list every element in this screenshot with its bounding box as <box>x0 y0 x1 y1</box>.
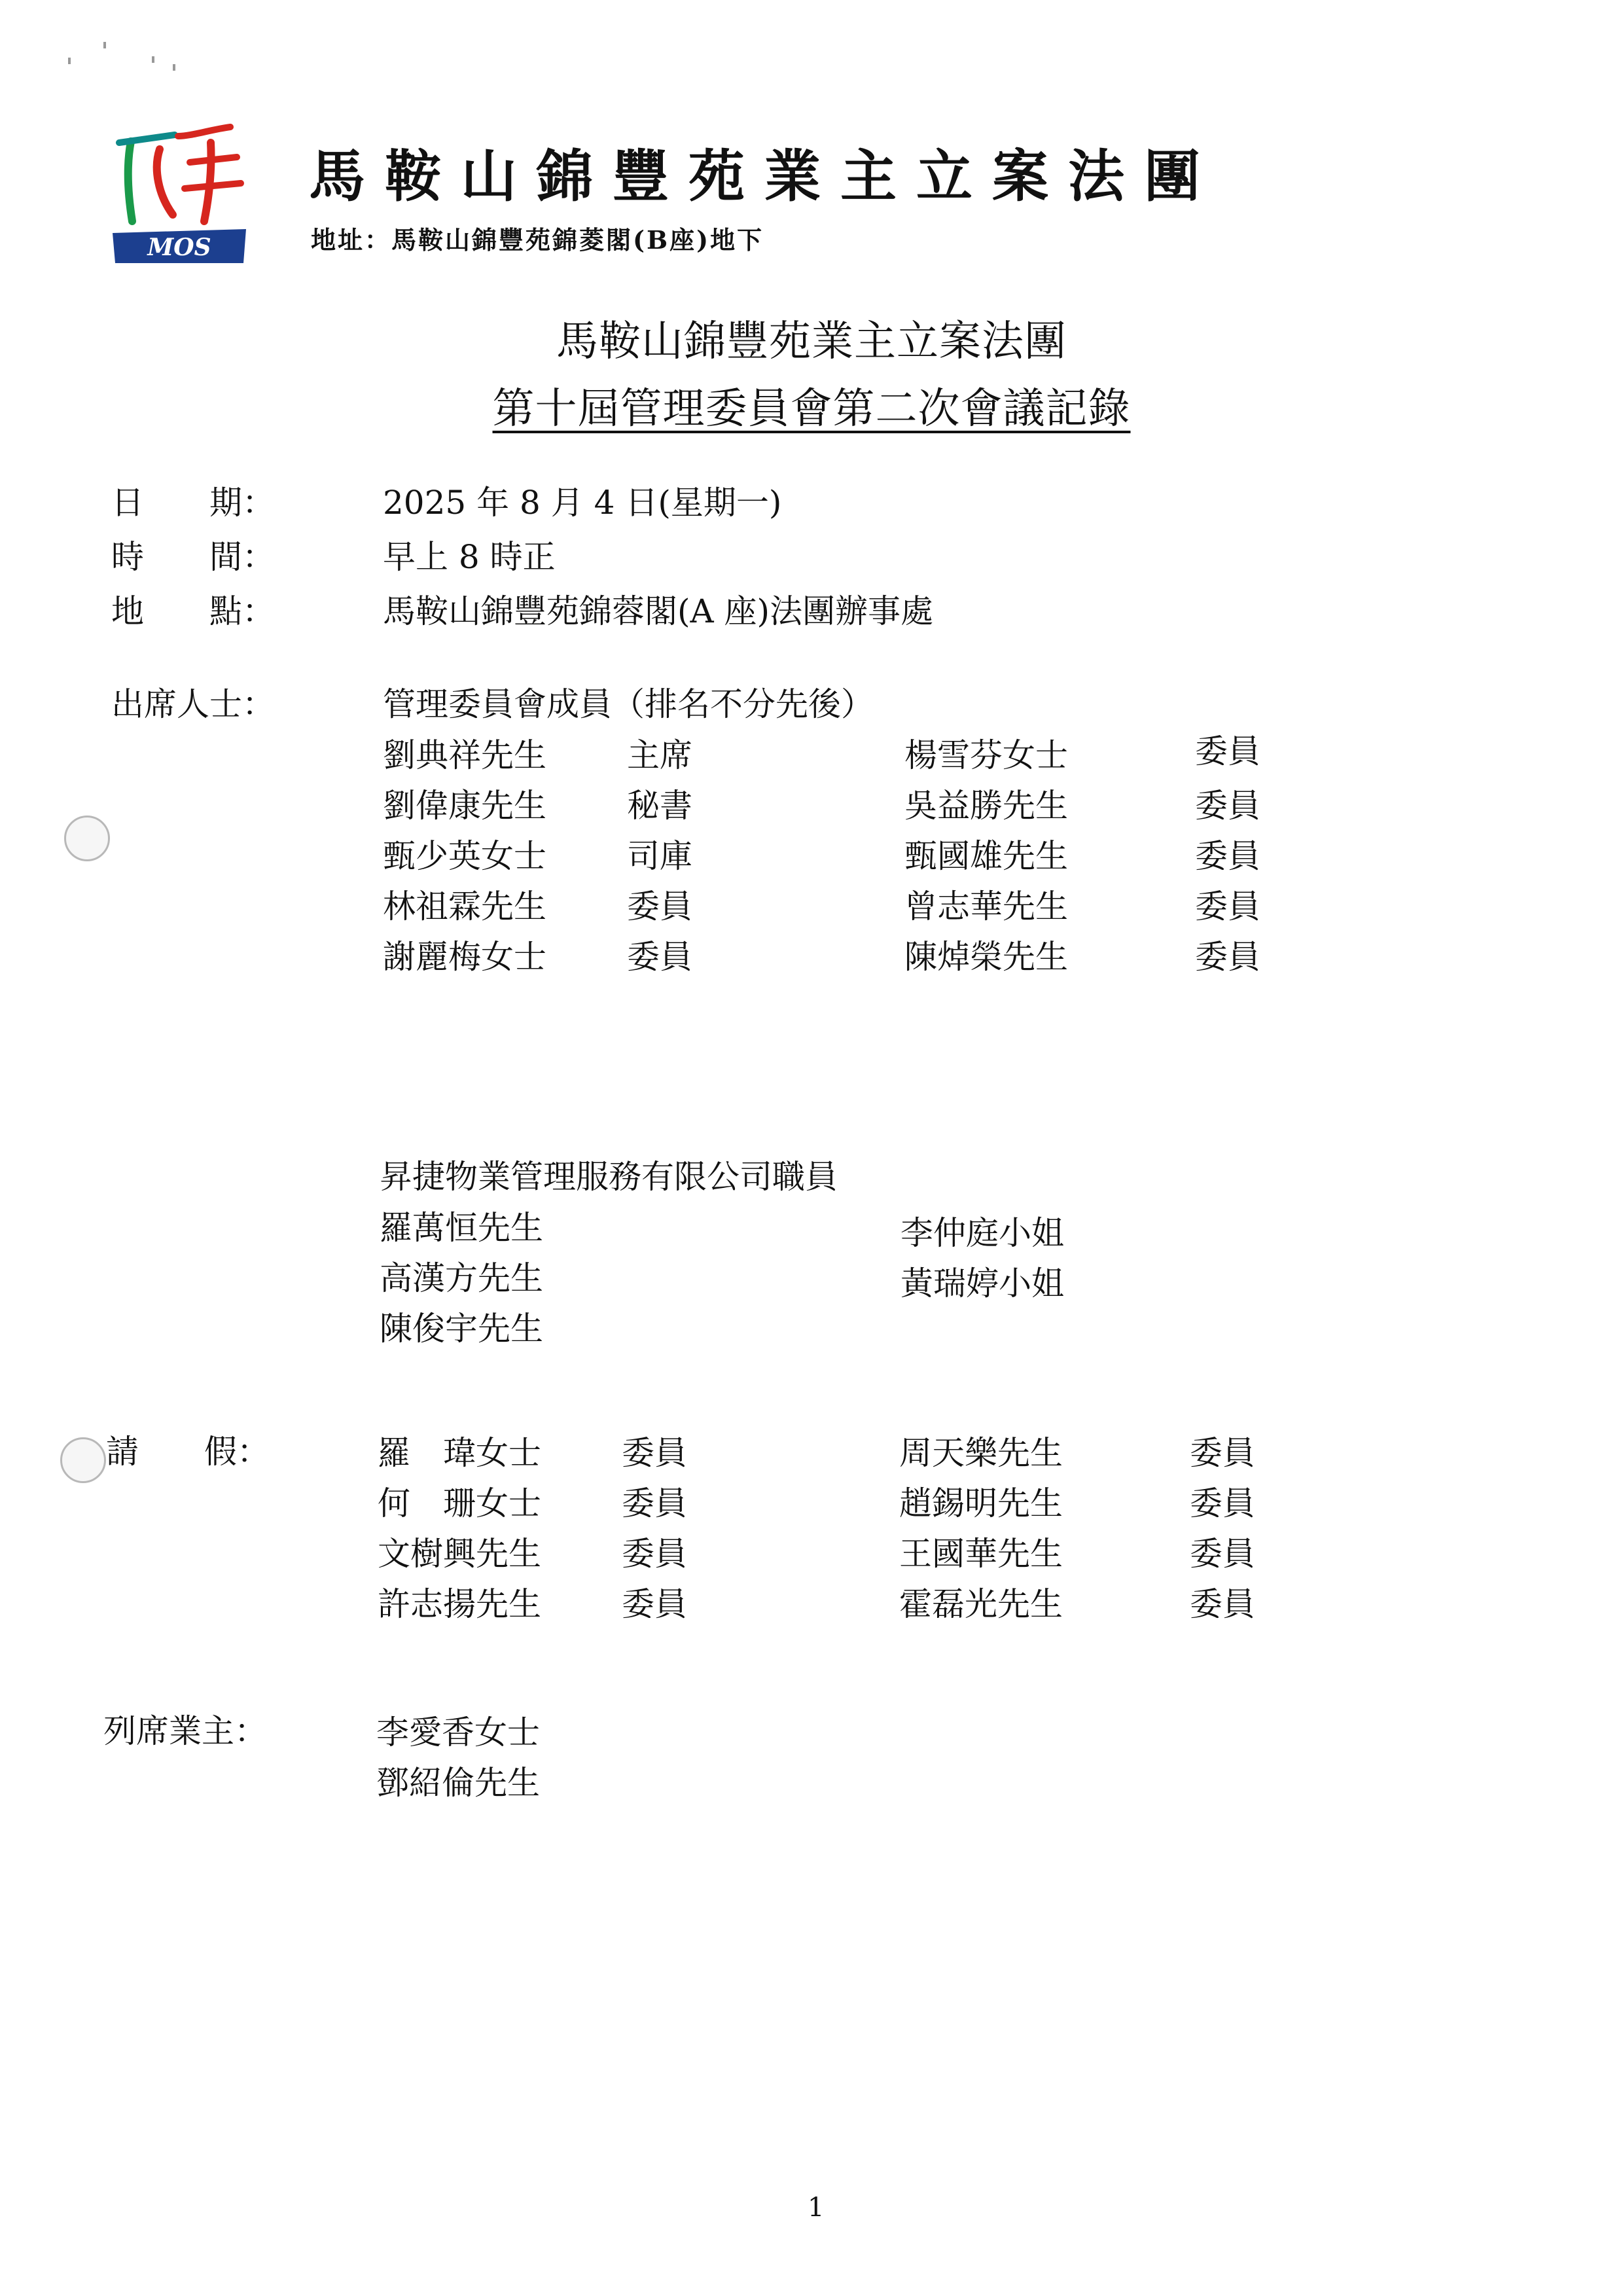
staff-name: 羅萬恒先生 <box>380 1209 543 1247</box>
attendee-name: 吳益勝先生 <box>904 787 1068 825</box>
place-value: 馬鞍山錦豐苑錦蓉閣(A 座)法團辦事處 <box>383 592 934 630</box>
leave-name: 周天樂先生 <box>899 1434 1063 1472</box>
staff-name: 陳俊宇先生 <box>380 1310 543 1348</box>
attendee-role: 秘書 <box>627 787 692 825</box>
organization-address: 地址：馬鞍山錦豐苑錦菱閣(B座)地下 <box>311 225 764 255</box>
scan-speck <box>103 42 106 48</box>
attendee-name: 林祖霖先生 <box>383 888 546 925</box>
time-label: 時 間： <box>111 538 275 576</box>
leave-name: 羅 瑋女士 <box>378 1434 541 1472</box>
leave-name: 趙錫明先生 <box>899 1484 1063 1522</box>
attendee-role: 委員 <box>1195 837 1260 875</box>
attendee-role: 委員 <box>627 888 692 925</box>
attendee-role: 委員 <box>1195 938 1260 976</box>
attendee-name: 甄少英女士 <box>383 837 546 875</box>
subtitle-text: 第十屆管理委員會第二次會議記錄 <box>492 385 1131 433</box>
scan-speck <box>152 56 154 63</box>
staff-name: 黃瑞婷小姐 <box>901 1265 1064 1302</box>
leave-role: 委員 <box>622 1484 687 1522</box>
logo-text: MOS <box>147 234 211 261</box>
staff-heading: 昇捷物業管理服務有限公司職員 <box>380 1158 838 1196</box>
attendee-name: 謝麗梅女士 <box>383 938 546 976</box>
committee-subheading: 管理委員會成員（排名不分先後） <box>383 685 874 723</box>
attendees-label: 出席人士： <box>111 685 275 723</box>
document-title: 馬鞍山錦豐苑業主立案法團 <box>556 317 1067 366</box>
staff-name: 高漢方先生 <box>380 1259 543 1297</box>
observer-name: 鄧紹倫先生 <box>376 1764 540 1802</box>
leave-role: 委員 <box>1190 1484 1255 1522</box>
leave-role: 委員 <box>622 1434 687 1472</box>
leave-name: 文樹興先生 <box>378 1535 541 1573</box>
attendee-role: 委員 <box>1195 888 1260 925</box>
place-label: 地 點： <box>111 592 275 630</box>
leave-name: 許志揚先生 <box>378 1585 541 1623</box>
leave-name: 王國華先生 <box>899 1535 1063 1573</box>
organization-logo <box>113 123 246 263</box>
time-value: 早上 8 時正 <box>383 538 556 576</box>
leave-role: 委員 <box>1190 1535 1255 1573</box>
document-subtitle <box>0 375 1623 435</box>
leave-role: 委員 <box>1190 1585 1255 1623</box>
hole-punch-mark <box>64 816 110 861</box>
attendee-name: 甄國雄先生 <box>904 837 1068 875</box>
attendee-role: 主席 <box>627 736 692 774</box>
organization-name: 馬鞍山錦豐苑業主立案法團 <box>309 143 1220 209</box>
hole-punch-mark <box>60 1437 106 1483</box>
scan-speck <box>173 64 175 71</box>
attendee-role: 司庫 <box>627 837 692 875</box>
leave-label: 請 假： <box>106 1433 270 1471</box>
attendee-role: 委員 <box>1195 787 1260 825</box>
attendee-name: 曾志華先生 <box>904 888 1068 925</box>
observer-name: 李愛香女士 <box>376 1713 540 1751</box>
page-number: 1 <box>808 2193 825 2223</box>
leave-role: 委員 <box>1190 1434 1255 1472</box>
leave-name: 霍磊光先生 <box>899 1585 1063 1623</box>
staff-name: 李仲庭小姐 <box>901 1214 1064 1252</box>
scan-speck <box>68 58 71 64</box>
attendee-role: 委員 <box>627 938 692 976</box>
attendee-name: 陳焯榮先生 <box>904 938 1068 976</box>
observers-label: 列席業主： <box>103 1712 267 1750</box>
date-label: 日 期： <box>111 484 275 522</box>
attendee-name: 劉典祥先生 <box>383 736 546 774</box>
attendee-name: 楊雪芬女士 <box>904 736 1068 774</box>
attendee-role: 委員 <box>1195 732 1260 770</box>
attendee-name: 劉偉康先生 <box>383 787 546 825</box>
date-value: 2025 年 8 月 4 日(星期一) <box>383 484 782 522</box>
leave-name: 何 珊女士 <box>378 1484 541 1522</box>
leave-role: 委員 <box>622 1585 687 1623</box>
leave-role: 委員 <box>622 1535 687 1573</box>
